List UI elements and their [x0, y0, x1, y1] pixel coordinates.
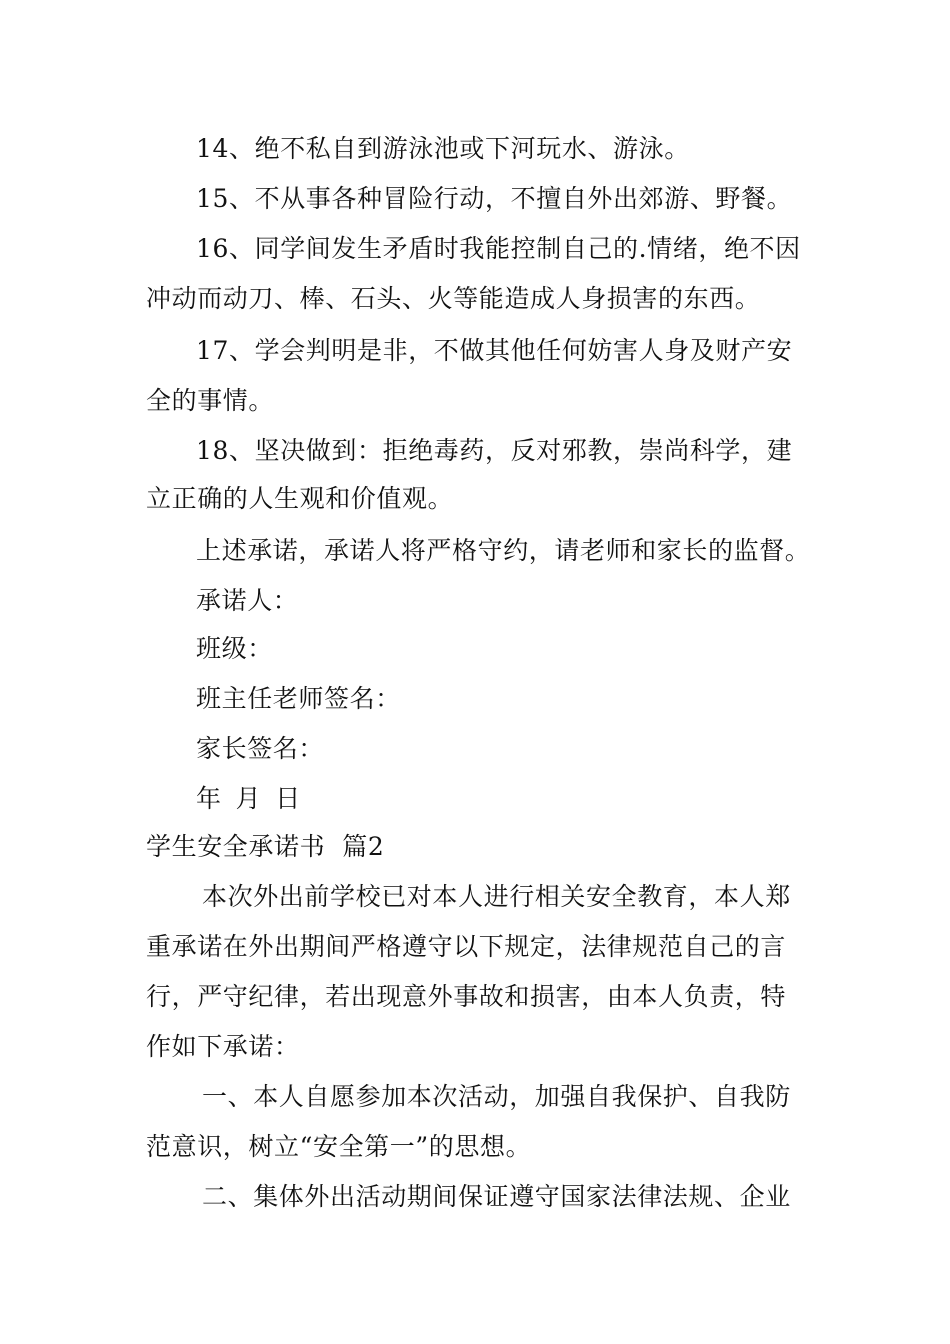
item-18-line-2: 立正确的人生观和价值观。	[146, 484, 454, 513]
date-month: 月	[235, 784, 262, 813]
section-2-para-1-line-4: 作如下承诺：	[146, 1032, 300, 1061]
item-15: 15、不从事各种冒险行动，不擅自外出郊游、野餐。	[196, 184, 793, 213]
item-18-line-1: 18、坚决做到：拒绝毒药，反对邪教，崇尚科学，建	[196, 436, 793, 465]
section-2-para-1-line-2: 重承诺在外出期间严格遵守以下规定，法律规范自己的言	[146, 932, 787, 961]
section-2-item-1-line-2: 范意识，树立“安全第一”的思想。	[146, 1132, 532, 1161]
parent-signature-label: 家长签名：	[196, 734, 325, 763]
closing-statement: 上述承诺，承诺人将严格守约，请老师和家长的监督。	[196, 536, 811, 565]
section-2-title: 学生安全承诺书 篇2	[146, 832, 385, 861]
section-2-para-1-line-3: 行，严守纪律，若出现意外事故和损害，由本人负责，特	[146, 982, 787, 1011]
class-label: 班级：	[196, 634, 273, 663]
section-2-item-2-line-1: 二、集体外出活动期间保证遵守国家法律法规、企业	[202, 1182, 791, 1211]
date-year: 年	[196, 784, 222, 813]
item-14: 14、绝不私自到游泳池或下河玩水、游泳。	[196, 134, 690, 163]
section-2-para-1-line-1: 本次外出前学校已对本人进行相关安全教育，本人郑	[202, 882, 791, 911]
item-17-line-1: 17、学会判明是非，不做其他任何妨害人身及财产安	[196, 336, 793, 365]
date-day: 日	[275, 784, 301, 813]
teacher-signature-label: 班主任老师签名：	[196, 684, 401, 713]
item-16-line-2: 冲动而动刀、棒、石头、火等能造成人身损害的东西。	[146, 284, 761, 313]
section-2-item-1-line-1: 一、本人自愿参加本次活动，加强自我保护、自我防	[202, 1082, 791, 1111]
promisor-label: 承诺人：	[196, 586, 299, 615]
date-row	[196, 783, 876, 815]
item-17-line-2: 全的事情。	[146, 386, 275, 415]
item-16-line-1: 16、同学间发生矛盾时我能控制自己的.情绪，绝不因	[196, 234, 801, 263]
